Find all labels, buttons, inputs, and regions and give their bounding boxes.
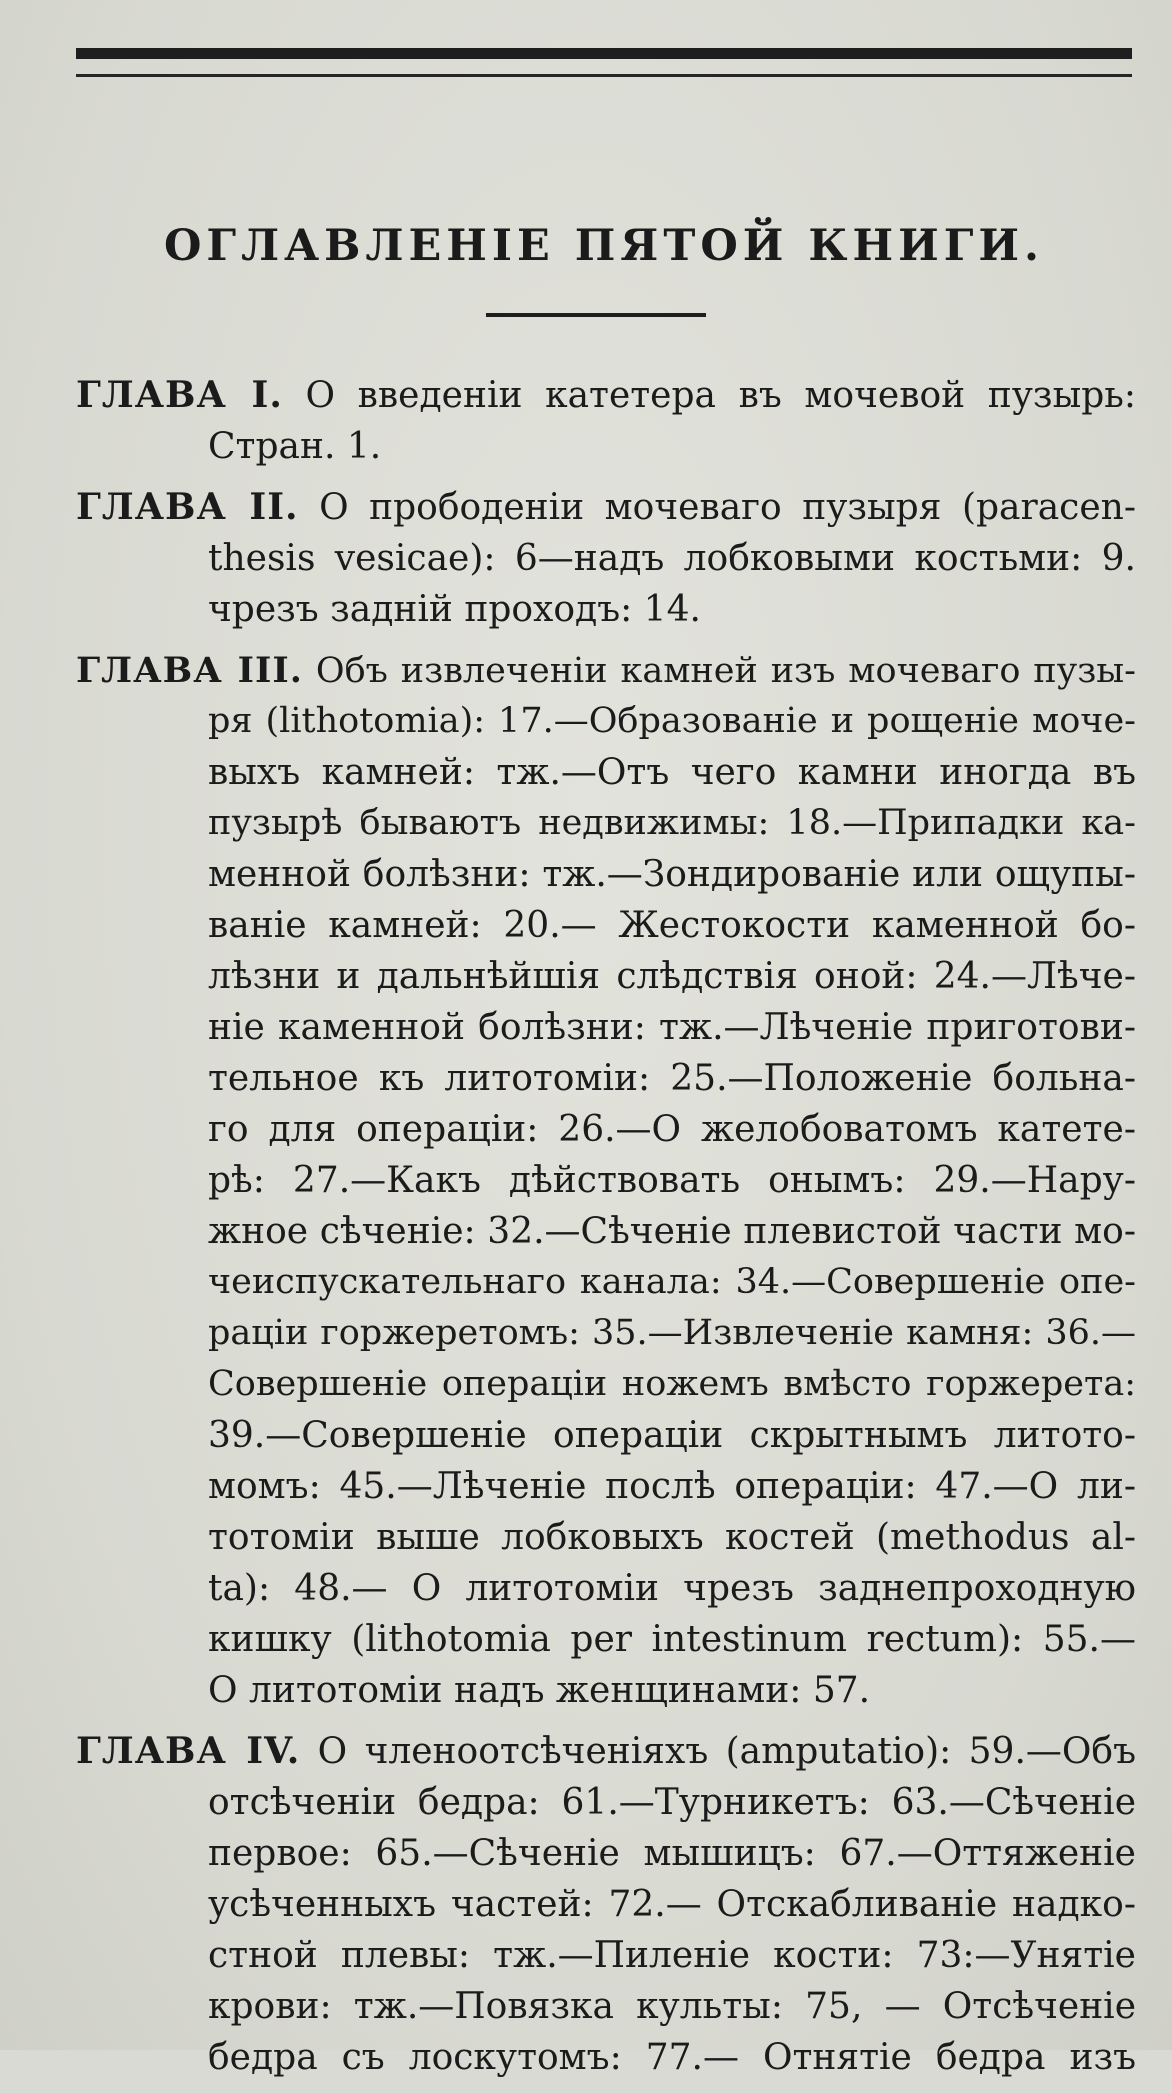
toc-line: [76, 645, 1136, 696]
table-of-contents: [76, 370, 1136, 2093]
chapter-1: [76, 370, 1136, 472]
toc-line: момъ: 45.—Лѣченіе послѣ операціи: 47.—О ли-: [208, 1466, 1136, 1507]
chapter-label: ГЛАВА IV.: [76, 1730, 301, 1772]
chapter-4: [76, 1726, 1136, 2083]
toc-line: кишку (lithotomia per intestinum rectum): 55.—: [208, 1619, 1136, 1660]
toc-line-text: Объ извлеченіи камней изъ мочеваго пузы-: [315, 651, 1136, 691]
toc-line: выхъ камней: тж.—Отъ чего камни иногда въ: [208, 752, 1136, 793]
toc-line-text: О введеніи катетера въ мочевой пузырь:: [305, 375, 1136, 416]
toc-line: 39.—Совершеніе операціи скрытнымъ литото-: [208, 1415, 1136, 1456]
toc-line: жное сѣченіе: 32.—Сѣченіе плевистой части мо-: [208, 1211, 1136, 1252]
toc-line: крови: тж.—Повязка культы: 75, — Отсѣченіе: [208, 1986, 1136, 2027]
toc-line: усѣченныхъ частей: 72.— Отскабливаніе надко-: [208, 1884, 1136, 1925]
toc-line: отсѣченіи бедра: 61.—Турникетъ: 63.—Сѣченіе: [208, 1782, 1136, 1823]
toc-line: ря (lithotomia): 17.—Образованіе и рощеніе моче-: [208, 701, 1136, 741]
toc-line: ніе каменной болѣзни: тж.—Лѣченіе приготови-: [208, 1007, 1136, 1048]
page-title: ОГЛАВЛЕНІЕ ПЯТОЙ КНИГИ.: [163, 221, 1045, 271]
toc-line: чрезъ задній проходъ: 14.: [208, 589, 701, 630]
title-underline: [486, 313, 706, 317]
toc-line-text: О членоотсѣченіяхъ (amputatio): 59.—Объ: [317, 1731, 1136, 1772]
toc-line: раціи горжеретомъ: 35.—Извлеченіе камня: 36.—: [208, 1313, 1136, 1353]
toc-line: [76, 1726, 1136, 1777]
header-rule-thin: [76, 74, 1132, 77]
toc-line: ваніе камней: 20.— Жестокости каменной бо-: [208, 905, 1136, 946]
toc-line: лѣзни и дальнѣйшія слѣдствія оной: 24.—Лѣче-: [208, 956, 1136, 997]
chapter-label: ГЛАВА II.: [76, 486, 299, 528]
toc-line: О литотоміи надъ женщинами: 57.: [208, 1670, 871, 1711]
toc-line: Стран. 1.: [208, 426, 382, 467]
toc-line: пузырѣ бываютъ недвижимы: 18.—Припадки ка-: [208, 803, 1136, 843]
toc-line: рѣ: 27.—Какъ дѣйствовать онымъ: 29.—Нару-: [208, 1160, 1136, 1201]
toc-line: ta): 48.— О литотоміи чрезъ заднепроходную: [208, 1568, 1136, 1609]
chapter-label: ГЛАВА III.: [76, 650, 303, 691]
chapter-label: ГЛАВА I.: [76, 374, 283, 416]
toc-line: thesis vesicae): 6—надъ лобковыми костьми: 9.: [208, 538, 1136, 579]
toc-line: менной болѣзни: тж.—Зондированіе или ощупы-: [208, 854, 1136, 895]
toc-line: первое: 65.—Сѣченіе мышицъ: 67.—Оттяженіе: [208, 1833, 1136, 1874]
chapter-2: [76, 482, 1136, 635]
toc-line: го для операціи: 26.—О желобоватомъ катете-: [208, 1109, 1136, 1150]
toc-line: тотоміи выше лобковыхъ костей (methodus al-: [208, 1517, 1136, 1558]
toc-line: стной плевы: тж.—Пиленіе кости: 73:—Унятіе: [208, 1935, 1136, 1976]
toc-line: Совершеніе операціи ножемъ вмѣсто горжерета:: [208, 1364, 1136, 1404]
toc-line: тельное къ литотоміи: 25.—Положеніе больна-: [208, 1058, 1136, 1099]
toc-line: [76, 482, 1136, 533]
toc-line: чеиспускательнаго канала: 34.—Совершеніе опе-: [208, 1262, 1136, 1302]
toc-line-text: О прободеніи мочеваго пузыря (paracen-: [319, 487, 1136, 528]
toc-line: [76, 370, 1136, 421]
header-rule-thick: [76, 48, 1132, 59]
chapter-3: [76, 645, 1136, 1716]
toc-line: бедра съ лоскутомъ: 77.— Отнятіе бедра изъ: [208, 2037, 1136, 2078]
